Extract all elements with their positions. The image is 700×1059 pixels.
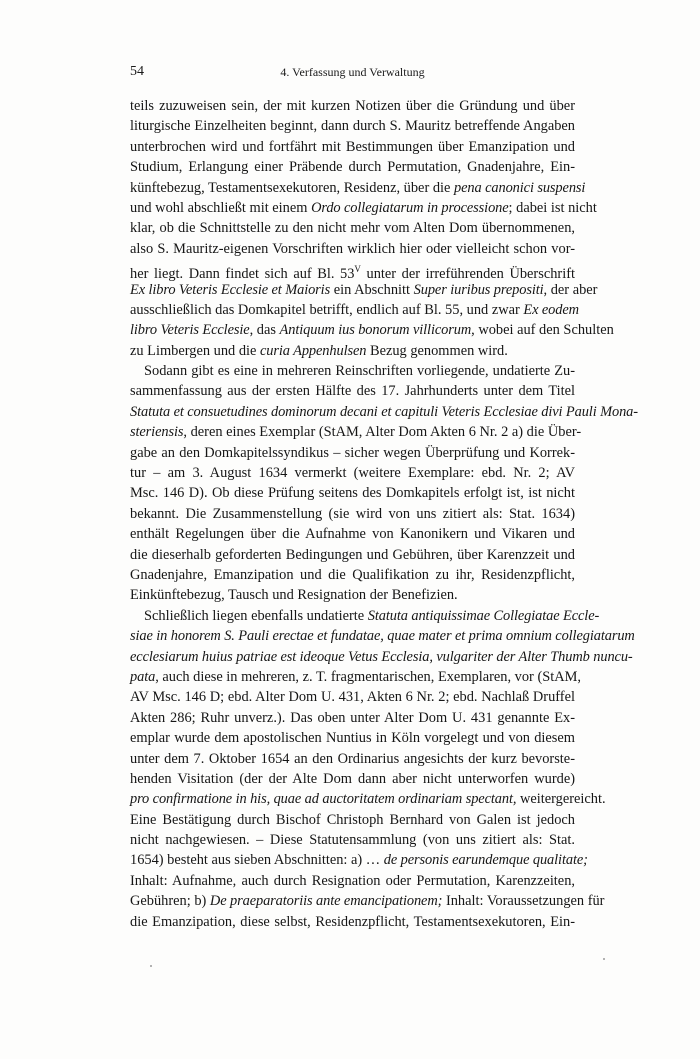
text-run: Inhalt: Aufnahme, auch durch Resignation oder Permutation, Karenzzeiten, (130, 872, 575, 889)
text-line (130, 626, 635, 646)
text-line (130, 96, 575, 116)
latin-title: siae in honorem S. Pauli erectae et fundatae, quae mater et prima omnium collegiatarum (130, 628, 635, 645)
text-run: ausschließlich das Domkapitel betrifft, endlich auf Bl. 55, und zwar (130, 301, 524, 318)
text-run: bekannt. Die Zusammenstellung (sie wird von uns zitiert als: Stat. 1634) (130, 505, 575, 522)
text-run: Studium, Erlangung einer Präbende durch Permutation, Gnadenjahre, Ein- (130, 159, 575, 176)
text-run: unter dem 7. Oktober 1654 an den Ordinarius angesichts der kurz bevorste- (130, 750, 575, 767)
text-run: emplar wurde dem apostolischen Nuntius in Köln vorgelegt und von diesem (130, 730, 575, 747)
text-line (130, 524, 575, 544)
text-run: liturgische Einzelheiten beginnt, dann durch S. Mauritz betreffende Angaben (130, 118, 575, 135)
latin-title: pata (130, 668, 156, 685)
text-line (130, 178, 586, 198)
scan-speck (603, 958, 605, 960)
text-run: her liegt. Dann findet sich auf Bl. 53 (130, 265, 355, 282)
text-run: , auch diese in mehreren, z. T. fragmentarischen, Exemplaren, vor (StAM, (155, 668, 582, 685)
text-line (130, 218, 575, 238)
text-run: und wohl abschließt mit einem (130, 199, 312, 216)
latin-title: Super iuribus prepositi (413, 281, 544, 298)
text-run: weitergereicht. (516, 791, 606, 808)
text-line (130, 647, 633, 667)
text-line (130, 443, 575, 463)
text-line (130, 157, 575, 177)
page-header (130, 64, 575, 84)
latin-title: Ordo collegiatarum in processione (311, 199, 509, 216)
text-run: Akten 286; Ruhr unverz.). Das oben unter Alter Dom U. 431 genannte Ex- (130, 709, 575, 726)
text-line (130, 810, 575, 830)
text-run: henden Visitation (der der Alte Dom dann aber nicht unterworfen wurde) (130, 770, 575, 787)
scan-speck (150, 965, 152, 967)
text-line (130, 402, 638, 422)
text-run: enthält Regelungen über die Aufnahme von Kanonikern und Vikaren und (130, 526, 575, 543)
text-run: Inhalt: Voraussetzungen für (442, 893, 605, 910)
text-line (130, 850, 588, 870)
text-run: , der aber (543, 281, 598, 298)
latin-title: ecclesiarum huius patriae est ideoque Vetus Ecclesia, vulgariter der Alter Thumb nuncu- (130, 648, 633, 665)
text-line (130, 565, 575, 585)
text-line (130, 545, 575, 565)
latin-title: libro Veteris Ecclesie (130, 322, 250, 339)
text-line (130, 116, 575, 136)
text-line (130, 749, 575, 769)
latin-title: Statuta et consuetudines dominorum decani et capituli Veteris Ecclesiae divi Pauli Mona- (130, 403, 638, 420)
text-line (130, 137, 575, 157)
text-line (130, 504, 575, 524)
text-run: künftebezug, Testamentsexekutoren, Residenz, über die (130, 179, 455, 196)
text-line (130, 259, 575, 282)
text-line (130, 708, 575, 728)
latin-title: pro confirmatione in his, quae ad auctoritatem ordinariam spectant, (130, 791, 517, 808)
latin-title: Ex libro Veteris Ecclesie et Maioris (130, 281, 331, 298)
text-run: teils zuzuweisen sein, der mit kurzen Notizen über die Gründung und über (130, 98, 575, 114)
text-line (130, 667, 582, 687)
text-line (130, 239, 575, 259)
text-run: 1654) besteht aus sieben Abschnitten: a) … (130, 852, 384, 869)
text-run: die dieserhalb geforderten Bedingungen und Gebühren, über Karenzzeit und (130, 546, 575, 563)
text-line (130, 198, 597, 218)
text-line (130, 280, 598, 300)
text-run: tur – am 3. August 1634 vermerkt (weitere Exemplare: ebd. Nr. 2; AV (130, 465, 575, 482)
text-line (130, 912, 575, 932)
text-run: zu Limbergen und die (130, 342, 261, 359)
text-run: Gnadenjahre, Emanzipation und die Qualifikation zu ihr, Residenzpflicht, (130, 566, 575, 583)
text-line (130, 463, 575, 483)
text-run: Bezug genommen wird. (366, 342, 508, 359)
body-text (130, 96, 638, 932)
text-line (130, 361, 575, 381)
text-run: ; dabei ist nicht (508, 199, 597, 216)
text-run: unter der irreführenden Überschrift (360, 265, 575, 282)
text-run: , wobei auf den Schulten (471, 322, 614, 339)
text-run: gabe an den Domkapitelssyndikus – sicher wegen Überprüfung und Korrek- (130, 444, 575, 461)
folio-superscript: V (354, 264, 361, 275)
latin-title: Statuta antiquissimae Collegiatae Eccle- (367, 607, 600, 624)
text-line (130, 320, 614, 340)
text-line (130, 341, 575, 361)
text-run: Einkünftebezug, Tausch und Resignation der Benefizien. (130, 587, 458, 604)
latin-title: Antiquum ius bonorum villicorum (279, 322, 472, 339)
text-line (130, 381, 575, 401)
text-run: Gebühren; b) (130, 893, 210, 910)
latin-title: steriensis (130, 424, 184, 441)
latin-title: pena canonici suspensi (454, 179, 586, 196)
text-run: die Emanzipation, diese selbst, Residenzpflicht, Testamentsexekutoren, Ein- (130, 913, 575, 930)
text-run: also S. Mauritz-eigenen Vorschriften wirklich hier oder vielleicht schon vor- (130, 240, 575, 257)
text-run: Msc. 146 D). Ob diese Prüfung seitens des Domkapitels erfolgt ist, ist nicht (130, 485, 575, 502)
text-line (130, 585, 575, 605)
text-run: ein Abschnitt (330, 281, 414, 298)
latin-title: de personis earundemque qualitate; (383, 852, 588, 869)
text-line (130, 871, 575, 891)
text-line (130, 687, 575, 707)
text-line (130, 789, 606, 809)
latin-title: Ex eodem (523, 301, 579, 318)
text-run: Sodann gibt es eine in mehreren Reinschriften vorliegende, undatierte Zu- (144, 363, 575, 380)
text-run: Eine Bestätigung durch Bischof Christoph Bernhard von Galen ist jedoch (130, 811, 575, 828)
text-run: klar, ob die Schnittstelle zu den nicht mehr vom Alten Dom übernommenen, (130, 220, 575, 237)
page-number: 54 (130, 64, 144, 79)
text-run: unterbrochen wird und fortfährt mit Bestimmungen über Emanzipation und (130, 138, 575, 155)
text-run: , das (249, 322, 280, 339)
latin-title: De praeparatoriis ante emancipationem; (209, 893, 443, 910)
text-run: sammenfassung aus der ersten Hälfte des 17. Jahrhunderts unter dem Titel (130, 383, 575, 400)
latin-title: curia Appenhulsen (260, 342, 367, 359)
text-line (130, 830, 575, 850)
running-head: 4. Verfassung und Verwaltung (280, 65, 425, 79)
text-run: nicht nachgewiesen. – Diese Statutensammlung (von uns zitiert als: Stat. (130, 832, 575, 849)
text-line (130, 422, 582, 442)
text-line (130, 606, 600, 626)
text-run: AV Msc. 146 D; ebd. Alter Dom U. 431, Akten 6 Nr. 2; ebd. Nachlaß Druffel (130, 689, 575, 706)
text-line (130, 728, 575, 748)
text-line (130, 769, 575, 789)
text-line (130, 300, 579, 320)
text-line (130, 483, 575, 503)
text-run: , deren eines Exemplar (StAM, Alter Dom Akten 6 Nr. 2 a) die Über- (183, 424, 582, 441)
text-run: Schließlich liegen ebenfalls undatierte (144, 607, 368, 624)
text-line (130, 891, 605, 911)
